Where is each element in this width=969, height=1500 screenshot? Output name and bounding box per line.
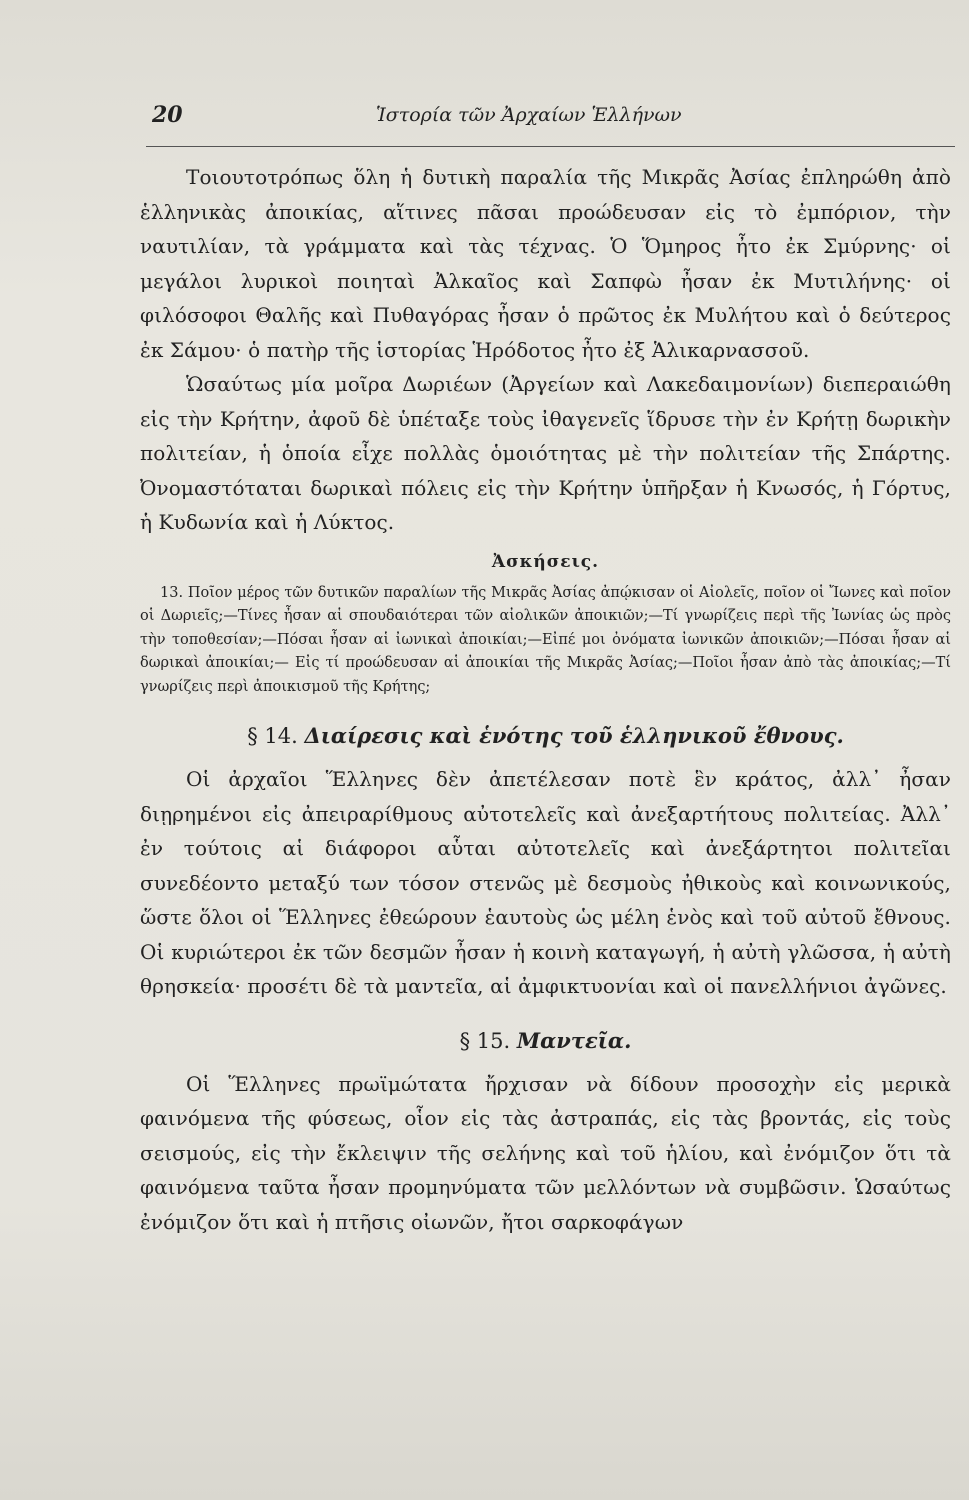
page-header: [146, 96, 955, 147]
page-body: [140, 160, 951, 1239]
section-14-text: Οἱ ἀρχαῖοι Ἕλληνες δὲν ἀπετέλεσαν ποτὲ ἓν κράτος, ἀλλ᾽ ἦσαν διῃρημένοι εἰς ἀπειραρίθμους αὐτοτελεῖς καὶ ἀνεξαρτήτους πολιτείας. Ἀλλ᾽ ἐν τούτοις αἱ διάφοροι αὗται αὐτοτελεῖς καὶ ἀνεξάρτητοι πολιτεῖαι συνεδέοντο μεταξύ των τόσον στενῶς μὲ δεσμοὺς ἠθικοὺς καὶ κοινωνικούς, ὥστε ὅλοι οἱ Ἕλληνες ἐθεώρουν ἑαυτοὺς ὡς μέλη ἑνὸς καὶ τοῦ αὐτοῦ ἔθνους. Οἱ κυριώτεροι ἐκ τῶν δεσμῶν ἦσαν ἡ κοινὴ καταγωγή, ἡ αὐτὴ γλῶσσα, ἡ αὐτὴ θρησκεία· προσέτι δὲ τὰ μαντεῖα, αἱ ἀμφικτυονίαι καὶ οἱ πανελλήνιοι ἀγῶνες.: [140, 767, 951, 998]
section-15-title: Μαντεῖα.: [516, 1027, 632, 1053]
section-15-number: § 15.: [459, 1028, 511, 1053]
exercises-text: 13. Ποῖον μέρος τῶν δυτικῶν παραλίων τῆς Μικρᾶς Ἀσίας ἀπῴκισαν οἱ Αἰολεῖς, ποῖον οἱ Ἴωνες καὶ ποῖον οἱ Δωριεῖς;—Τίνες ἦσαν αἱ σπουδαιότεραι τῶν αἰολικῶν ἀποικιῶν;—Τί γνωρίζεις περὶ τῆς Ἰωνίας ὡς πρὸς τὴν τοποθεσίαν;—Πόσαι ἦσαν αἱ ἰωνικαὶ ἀποικίαι;—Εἰπέ μοι ὀνόματα ἰωνικῶν ἀποικιῶν;—Πόσαι ἦσαν αἱ δωρικαὶ ἀποικίαι;— Εἰς τί προώδευσαν αἱ ἀποικίαι τῆς Μικρᾶς Ἀσίας;—Ποῖοι ἦσαν ἀπὸ τὰς ἀποικίας;—Τί γνωρίζεις περὶ ἀποικισμοῦ τῆς Κρήτης;: [140, 584, 951, 695]
section-14-heading: [140, 723, 951, 748]
paragraph-dorian-crete: Ὡσαύτως μία μοῖρα Δωριέων (Ἀργείων καὶ Λακεδαιμονίων) διεπεραιώθη εἰς τὴν Κρήτην, ἀφοῦ δὲ ὑπέταξε τοὺς ἰθαγενεῖς ἵδρυσε τὴν ἐν Κρήτῃ δωρικὴν πολιτείαν, ἡ ὁποία εἶχε πολλὰς ὁμοιότητας μὲ τὴν πολιτείαν τῆς Σπάρτης. Ὀνομαστόταται δωρικαὶ πόλεις εἰς τὴν Κρήτην ὑπῆρξαν ἡ Κνωσός, ἡ Γόρτυς, ἡ Κυδωνία καὶ ἡ Λύκτος.: [140, 372, 951, 534]
section-14-number: § 14.: [247, 724, 298, 748]
running-title: Ἱστορία τῶν Ἀρχαίων Ἑλλήνων: [376, 104, 682, 126]
section-15-heading: [140, 1028, 951, 1053]
exercises-heading: Ἀσκήσεις.: [491, 551, 600, 572]
section-14-title: Διαίρεσις καὶ ἑνότης τοῦ ἑλληνικοῦ ἔθνους.: [304, 723, 844, 748]
section-15-text: Οἱ Ἕλληνες πρωϊμώτατα ἤρχισαν νὰ δίδουν προσοχὴν εἰς μερικὰ φαινόμενα τῆς φύσεως, οἷον εἰς τὰς ἀστραπάς, εἰς τὰς βροντάς, εἰς τοὺς σεισμούς, εἰς τὴν ἔκλειψιν τῆς σελήνης καὶ τοῦ ἡλίου, καὶ ἐνόμιζον ὅτι τὰ φαινόμενα ταῦτα ἦσαν προμηνύματα τῶν μελλόντων νὰ συμβῶσιν. Ὡσαύτως ἐνόμιζον ὅτι καὶ ἡ πτῆσις οἰωνῶν, ἤτοι σαρκοφάγων: [140, 1071, 951, 1234]
page-number: 20: [152, 102, 183, 128]
paragraph-ionian-colonies: Τοιουτοτρόπως ὅλη ἡ δυτικὴ παραλία τῆς Μικρᾶς Ἀσίας ἐπληρώθη ἀπὸ ἑλληνικὰς ἀποικίας, αἵτινες πᾶσαι προώδευσαν εἰς τὸ ἐμπόριον, τὴν ναυτιλίαν, τὰ γράμματα καὶ τὰς τέχνας. Ὁ Ὅμηρος ἦτο ἐκ Σμύρνης· οἱ μεγάλοι λυρικοὶ ποιηταὶ Ἀλκαῖος καὶ Σαπφὼ ἦσαν ἐκ Μυτιλήνης· οἱ φιλόσοφοι Θαλῆς καὶ Πυθαγόρας ἦσαν ὁ πρῶτος ἐκ Μυλήτου καὶ ὁ δεύτερος ἐκ Σάμου· ὁ πατὴρ τῆς ἱστορίας Ἡρόδοτος ἦτο ἐξ Ἁλικαρνασσοῦ.: [140, 165, 951, 362]
